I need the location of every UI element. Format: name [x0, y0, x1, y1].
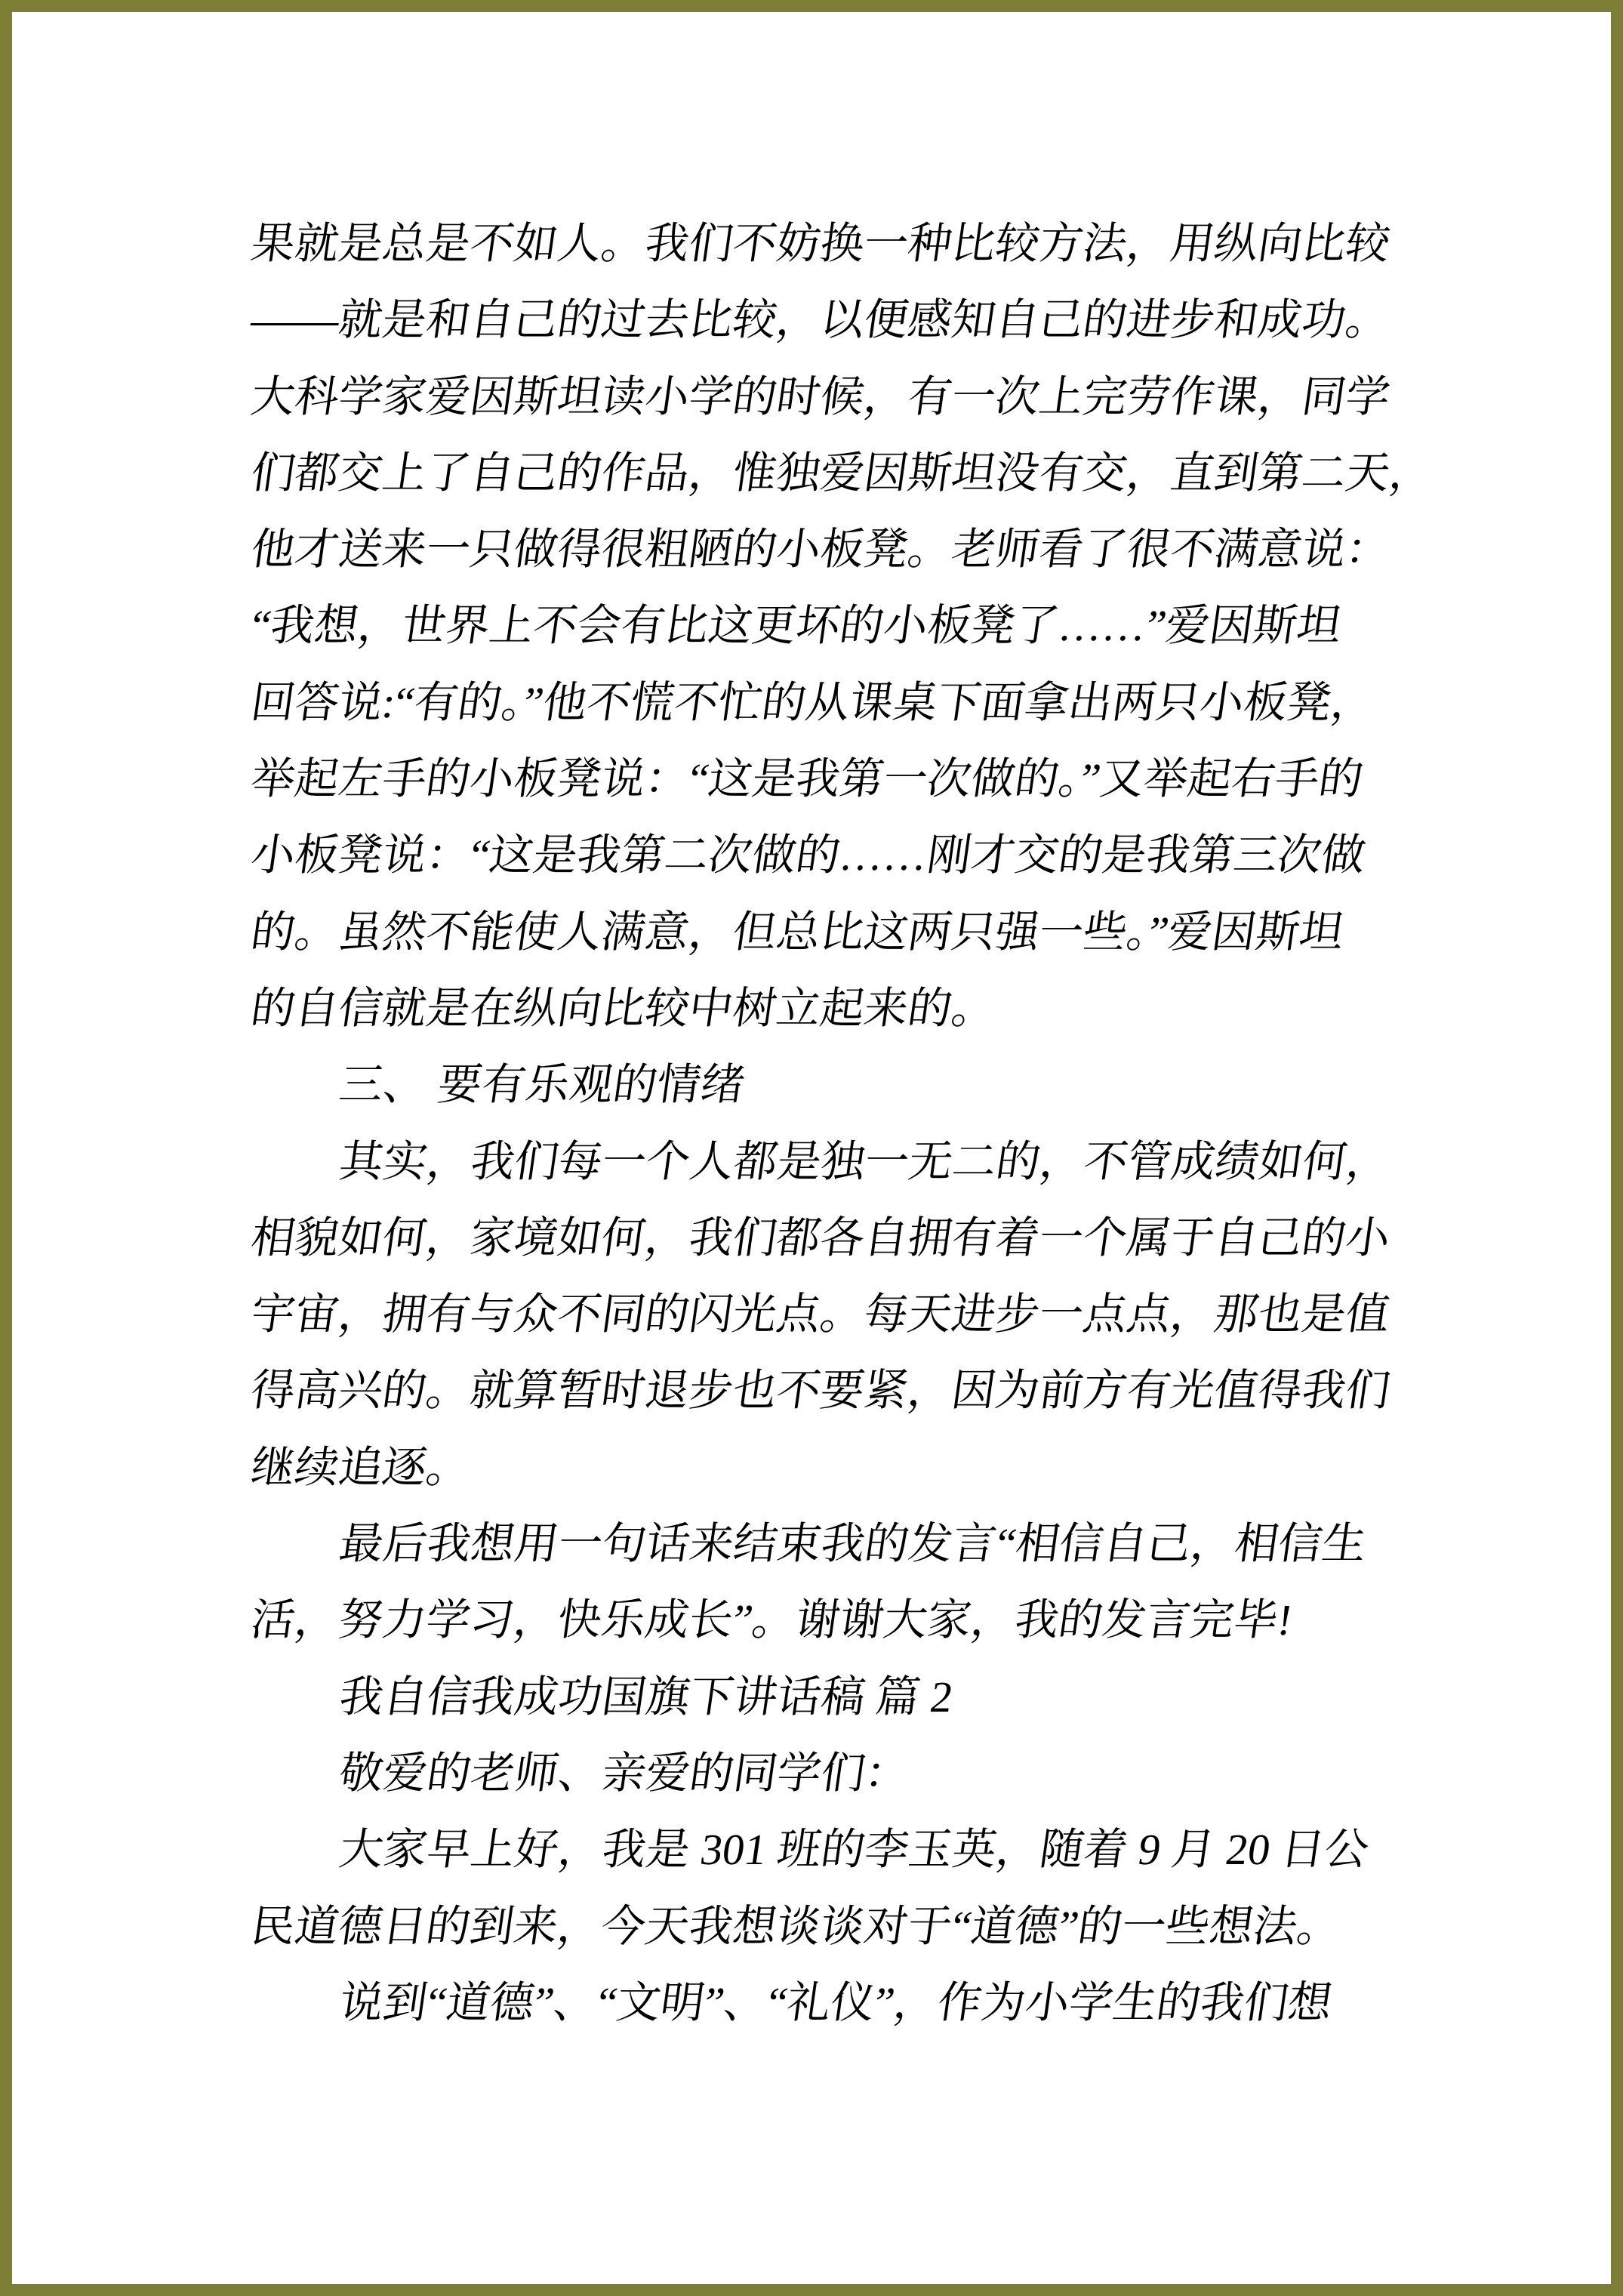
- text-line: 其实，我们每一个人都是独一无二的，不管成绩如何，: [336, 1136, 1394, 1186]
- text-line: 相貌如何，家境如何，我们都各自拥有着一个属于自己的小: [248, 1213, 1394, 1262]
- text-line: 他才送来一只做得很粗陋的小板凳。老师看了很不满意说：: [248, 525, 1394, 575]
- document-body: [248, 205, 1437, 2041]
- text-line: 回答说:“有的。”他不慌不忙的从课桌下面拿出两只小板凳，: [248, 677, 1379, 727]
- text-line: 最后我想用一句话来结束我的发言“相信自己，相信生: [336, 1519, 1370, 1569]
- text-line: 小板凳说：“这是我第二次做的……刚才交的是我第三次做: [248, 831, 1369, 880]
- text-line: 活，努力学习，快乐成长”。谢谢大家，我的发言完毕!: [248, 1595, 1296, 1645]
- text-line: 的自信就是在纵向比较中树立起来的。: [248, 983, 999, 1033]
- text-line: 大家早上好，我是 301 班的李玉英，随着 9 月 20 日公: [336, 1825, 1372, 1875]
- section-heading-line: 三、 要有乐观的情绪: [336, 1060, 749, 1110]
- text-line: 得高兴的。就算暂时退步也不要紧，因为前方有光值得我们: [248, 1366, 1394, 1416]
- text-line: “我想，世界上不会有比这更坏的小板凳了……”爱因斯坦: [248, 601, 1345, 651]
- section-title-line: 我自信我成功国旗下讲话稿 篇 2: [336, 1672, 956, 1721]
- text-line: 举起左手的小板凳说：“这是我第一次做的。”又举起右手的: [248, 754, 1367, 804]
- salutation-line: 敬爱的老师、亲爱的同学们：: [336, 1748, 913, 1798]
- text-line: 的。虽然不能使人满意，但总比这两只强一些。”爱因斯坦: [248, 907, 1347, 957]
- text-line: 大科学家爱因斯坦读小学的时候，有一次上完劳作课，同学: [248, 371, 1394, 421]
- text-line: 继续追逐。: [248, 1442, 474, 1492]
- text-line: 宇宙，拥有与众不同的闪光点。每天进步一点点，那也是值: [248, 1290, 1394, 1339]
- text-line: 民道德日的到来，今天我想谈谈对于“道德”的一些想法。: [248, 1901, 1345, 1951]
- text-line: 说到“道德”、“文明”、“礼仪”，作为小学生的我们想: [336, 1977, 1336, 2027]
- text-line: 们都交上了自己的作品，惟独爱因斯坦没有交，直到第二天，: [248, 448, 1437, 498]
- text-line: 果就是总是不如人。我们不妨换一种比较方法，用纵向比较: [248, 219, 1394, 268]
- text-line: ——就是和自己的过去比较，以便感知自己的进步和成功。: [248, 295, 1394, 345]
